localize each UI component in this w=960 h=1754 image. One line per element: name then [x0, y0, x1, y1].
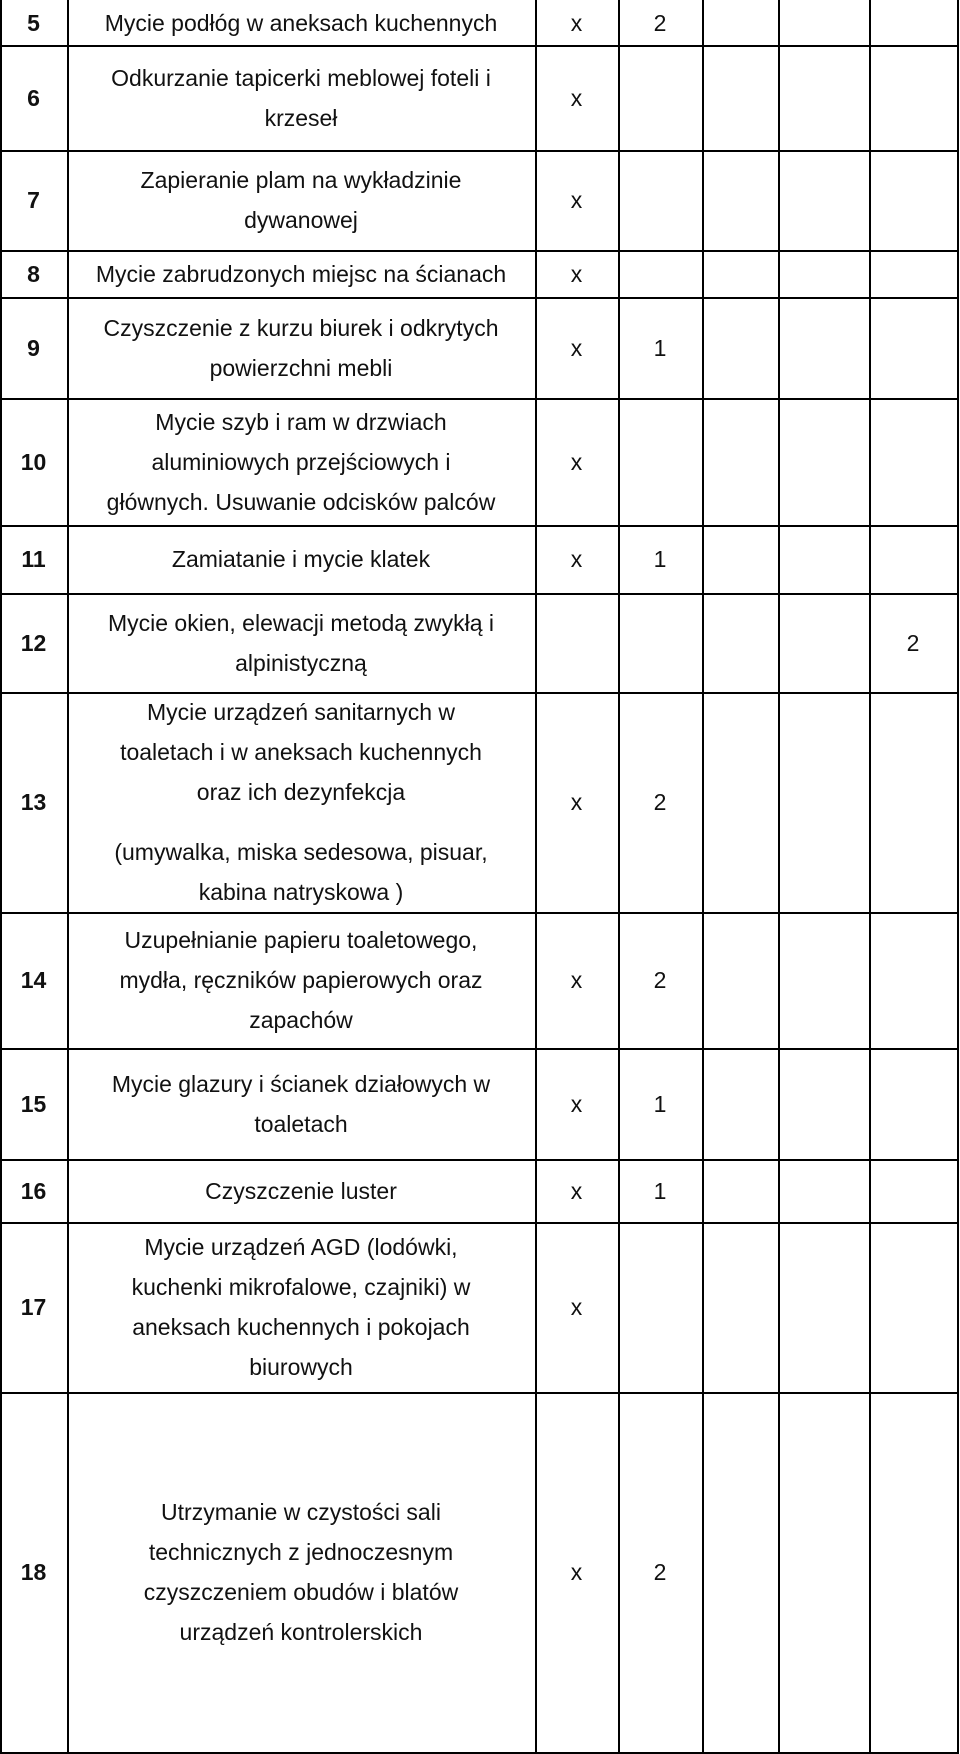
task-description-line: Mycie szyb i ram w drzwiach [155, 408, 447, 435]
frequency-mark: x [570, 967, 583, 993]
task-description-line: dywanowej [244, 207, 358, 233]
frequency-value: 2 [653, 9, 667, 36]
task-description-line: aluminiowych przejściowych i [151, 448, 451, 475]
row-number: 9 [27, 334, 40, 361]
task-description-line: Uzupełnianie papieru toaletowego, [124, 927, 478, 953]
row-number: 14 [20, 967, 47, 993]
frequency-mark: x [570, 1294, 583, 1320]
row-number: 8 [27, 260, 40, 287]
task-description [67, 45, 535, 150]
frequency-mark: x [570, 1559, 583, 1585]
row-number: 5 [27, 9, 40, 36]
frequency-mark: x [570, 84, 583, 111]
frequency-mark: x [570, 1090, 583, 1117]
frequency-value: 1 [653, 546, 667, 572]
task-description [67, 297, 535, 398]
task-description-line: Mycie podłóg w aneksach kuchennych [104, 9, 498, 36]
row-number: 16 [20, 1177, 47, 1204]
task-description [67, 912, 535, 1048]
column-divider [869, 0, 871, 1754]
task-description-line: Mycie urządzeń sanitarnych w [146, 699, 456, 725]
task-description-line: Utrzymanie w czystości sali [161, 1499, 441, 1525]
task-description-line: toaletach i w aneksach kuchennych [120, 739, 482, 765]
task-description-line: aneksach kuchennych i pokojach [132, 1314, 470, 1340]
row-number: 13 [20, 789, 47, 815]
task-description [67, 250, 535, 297]
task-description [67, 1392, 535, 1752]
frequency-mark: x [570, 187, 583, 213]
task-description [67, 525, 535, 593]
task-description [67, 398, 535, 525]
task-description-line: Mycie glazury i ścianek działowych w [111, 1070, 491, 1097]
task-description-line: Mycie okien, elewacji metodą zwykłą i [107, 609, 495, 636]
frequency-extra: 2 [906, 629, 920, 656]
task-description-line: Mycie zabrudzonych miejsc na ścianach [95, 260, 507, 287]
frequency-mark: x [570, 260, 583, 287]
task-description-line: Czyszczenie z kurzu biurek i odkrytych [103, 314, 499, 341]
task-description-line: Odkurzanie tapicerki meblowej foteli i [111, 64, 491, 91]
frequency-mark: x [570, 9, 583, 36]
task-description-line: alpinistyczną [235, 649, 367, 676]
task-description [67, 593, 535, 692]
task-description-line: Zapieranie plam na wykładzinie [140, 167, 462, 193]
row-number: 12 [20, 629, 47, 656]
task-description-line: oraz ich dezynfekcja [196, 779, 406, 805]
frequency-value: 2 [653, 789, 667, 815]
row-number: 6 [27, 84, 40, 111]
row-number: 17 [20, 1294, 47, 1320]
task-description-note: kabina natryskowa ) [198, 879, 404, 905]
row-number: 15 [20, 1090, 47, 1117]
task-description-line: zapachów [249, 1007, 353, 1033]
task-description [67, 0, 535, 45]
task-description [67, 150, 535, 250]
task-description [67, 692, 535, 912]
task-description-line: biurowych [249, 1354, 353, 1380]
task-description-note: (umywalka, miska sedesowa, pisuar, [114, 839, 488, 865]
task-description-line: mydła, ręczników papierowych oraz [119, 967, 483, 993]
task-description-line: technicznych z jednoczesnym [148, 1539, 454, 1565]
task-description-line: powierzchni mebli [209, 354, 393, 381]
column-divider [778, 0, 780, 1754]
task-description-line: Czyszczenie luster [205, 1177, 397, 1204]
task-description-line: urządzeń kontrolerskich [179, 1619, 423, 1645]
task-description-line: krzeseł [264, 104, 338, 131]
task-description [67, 1159, 535, 1222]
frequency-mark: x [570, 448, 583, 475]
frequency-value: 2 [653, 967, 667, 993]
task-description-line: głównych. Usuwanie odcisków palców [106, 488, 496, 515]
row-number: 18 [20, 1559, 47, 1585]
frequency-value: 2 [653, 1559, 667, 1585]
task-description [67, 1048, 535, 1159]
row-number: 10 [20, 448, 47, 475]
row-number: 11 [21, 546, 46, 572]
task-description-line: kuchenki mikrofalowe, czajniki) w [131, 1274, 471, 1300]
frequency-value: 1 [653, 334, 667, 361]
task-description-line: czyszczeniem obudów i blatów [143, 1579, 459, 1605]
frequency-mark: x [570, 546, 583, 572]
task-description [67, 1222, 535, 1392]
frequency-mark: x [570, 1177, 583, 1204]
frequency-value: 1 [653, 1177, 667, 1204]
column-divider [957, 0, 959, 1754]
task-description-line: Mycie urządzeń AGD (lodówki, [144, 1234, 458, 1260]
task-description-line: toaletach [254, 1110, 348, 1137]
task-description-line: Zamiatanie i mycie klatek [171, 546, 431, 572]
frequency-mark: x [570, 334, 583, 361]
column-divider [702, 0, 704, 1754]
row-number: 7 [27, 187, 40, 213]
frequency-mark: x [570, 789, 583, 815]
frequency-value: 1 [653, 1090, 667, 1117]
